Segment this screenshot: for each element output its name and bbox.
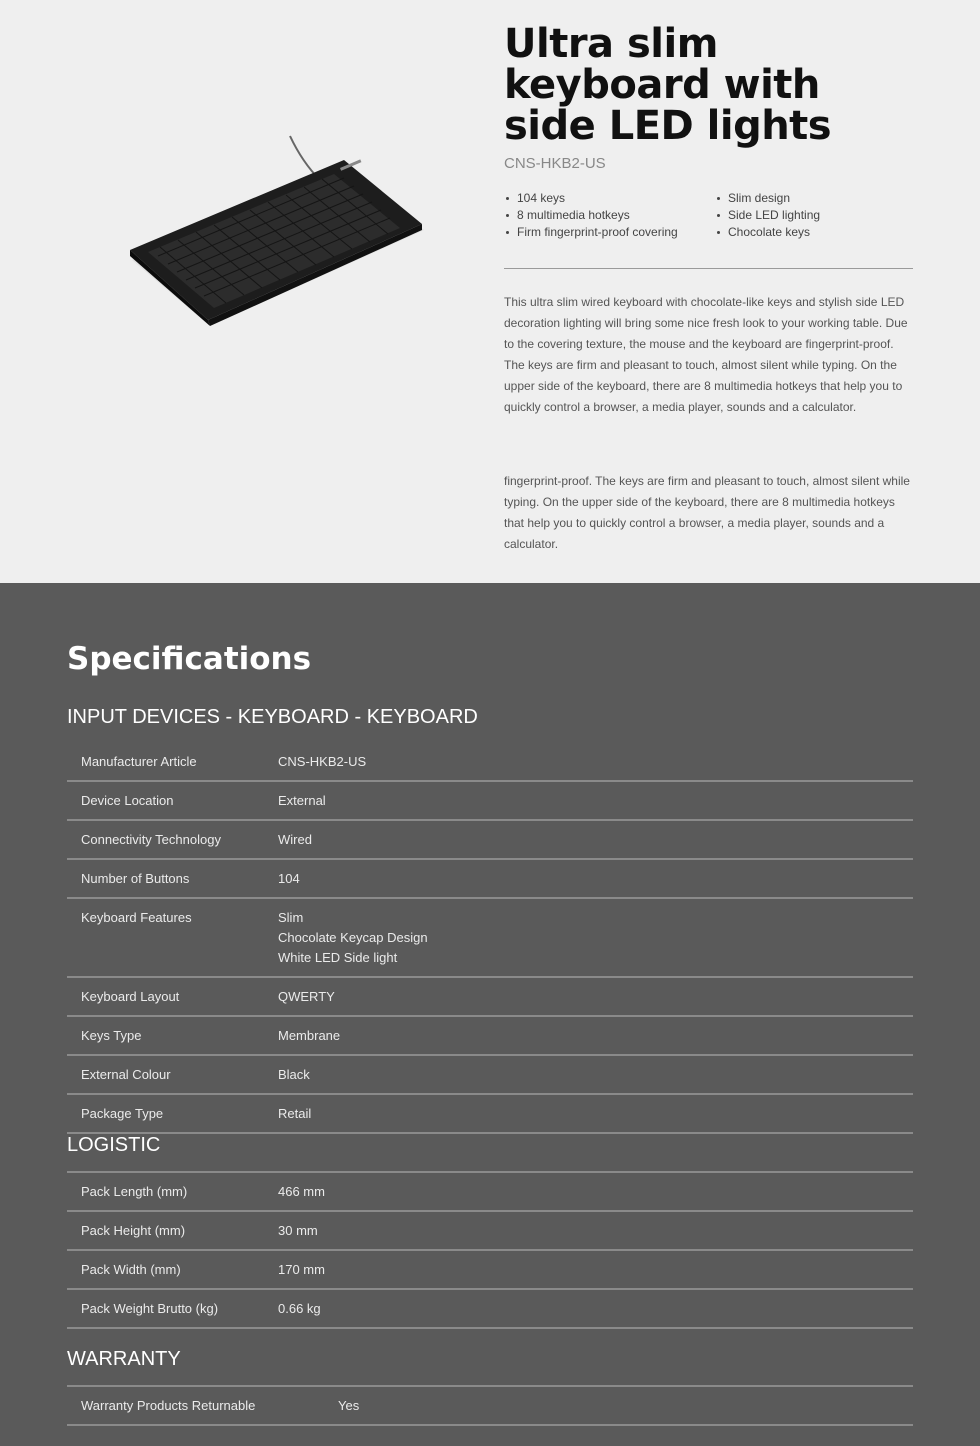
spec-label: Pack Height (mm)	[67, 1211, 278, 1250]
group-title-warranty: WARRANTY	[67, 1348, 181, 1370]
spec-value: CNS-HKB2-US	[278, 743, 913, 781]
product-hero	[0, 0, 980, 583]
spec-value: 0.66 kg	[278, 1289, 913, 1328]
feature-list	[504, 190, 924, 241]
spec-label: Connectivity Technology	[67, 820, 278, 859]
spec-row	[67, 1094, 913, 1133]
spec-label: Warranty Products Returnable	[67, 1386, 338, 1425]
product-description-repeat: fingerprint-proof. The keys are firm and pleasant to touch, almost silent while typing. On the upper side of the keyboard, there are 8 multimedia hotkeys that help you to quickly control a browser, a media player, sounds and a calculator.	[504, 474, 910, 551]
feature-item: 8 multimedia hotkeys	[504, 207, 715, 224]
spec-value: 466 mm	[278, 1172, 913, 1211]
spec-row	[67, 781, 913, 820]
spec-value: 170 mm	[278, 1250, 913, 1289]
feature-item: Firm fingerprint-proof covering	[504, 224, 715, 241]
spec-row	[67, 1211, 913, 1250]
spec-row	[67, 977, 913, 1016]
group-title-input-devices: INPUT DEVICES - KEYBOARD - KEYBOARD	[67, 706, 478, 728]
spec-value: Retail	[278, 1094, 913, 1133]
spec-label: Pack Length (mm)	[67, 1172, 278, 1211]
group-title-logistic: LOGISTIC	[67, 1134, 161, 1156]
spec-value: External	[278, 781, 913, 820]
spec-value: Yes	[338, 1386, 913, 1425]
spec-row	[67, 1386, 913, 1425]
spec-table-input-devices	[67, 743, 913, 1134]
keyboard-image	[118, 128, 438, 338]
spec-label: Keys Type	[67, 1016, 278, 1055]
spec-label: Manufacturer Article	[67, 743, 278, 781]
spec-label: External Colour	[67, 1055, 278, 1094]
spec-value: Membrane	[278, 1016, 913, 1055]
product-sku: CNS-HKB2-US	[504, 155, 606, 172]
spec-table-logistic	[67, 1171, 913, 1329]
spec-row	[67, 1250, 913, 1289]
spec-label: Pack Weight Brutto (kg)	[67, 1289, 278, 1328]
feature-column-right	[715, 190, 820, 241]
feature-item: 104 keys	[504, 190, 715, 207]
spec-row	[67, 1016, 913, 1055]
spec-row	[67, 1055, 913, 1094]
spec-row	[67, 859, 913, 898]
spec-value: Black	[278, 1055, 913, 1094]
divider	[504, 268, 913, 269]
spec-row	[67, 1289, 913, 1328]
spec-row	[67, 820, 913, 859]
spec-table-warranty	[67, 1385, 913, 1426]
feature-item: Slim design	[715, 190, 820, 207]
spec-label: Pack Width (mm)	[67, 1250, 278, 1289]
spec-row	[67, 1172, 913, 1211]
specifications-title: Specifications	[67, 641, 312, 677]
spec-value: Slim Chocolate Keycap Design White LED Side light	[278, 898, 913, 977]
spec-value: QWERTY	[278, 977, 913, 1016]
feature-column-left	[504, 190, 715, 241]
spec-row	[67, 743, 913, 781]
spec-value: Wired	[278, 820, 913, 859]
spec-label: Keyboard Features	[67, 898, 278, 977]
spec-label: Keyboard Layout	[67, 977, 278, 1016]
spec-label: Number of Buttons	[67, 859, 278, 898]
spec-value: 104	[278, 859, 913, 898]
spec-label: Package Type	[67, 1094, 278, 1133]
product-description: This ultra slim wired keyboard with chocolate-like keys and stylish side LED decoration lighting will bring some nice fresh look to your working table. Due to the covering texture, the mouse and the keyboard are fingerprint-proof. The keys are firm and pleasant to touch, almost silent while typing. On the upper side of the keyboard, there are 8 multimedia hotkeys that help you to quickly control a browser, a media player, sounds and a calculator.	[504, 295, 908, 414]
feature-item: Side LED lighting	[715, 207, 820, 224]
spec-row	[67, 898, 913, 977]
product-title: Ultra slim keyboard with side LED lights	[504, 21, 832, 149]
feature-item: Chocolate keys	[715, 224, 820, 241]
spec-label: Device Location	[67, 781, 278, 820]
spec-value: 30 mm	[278, 1211, 913, 1250]
